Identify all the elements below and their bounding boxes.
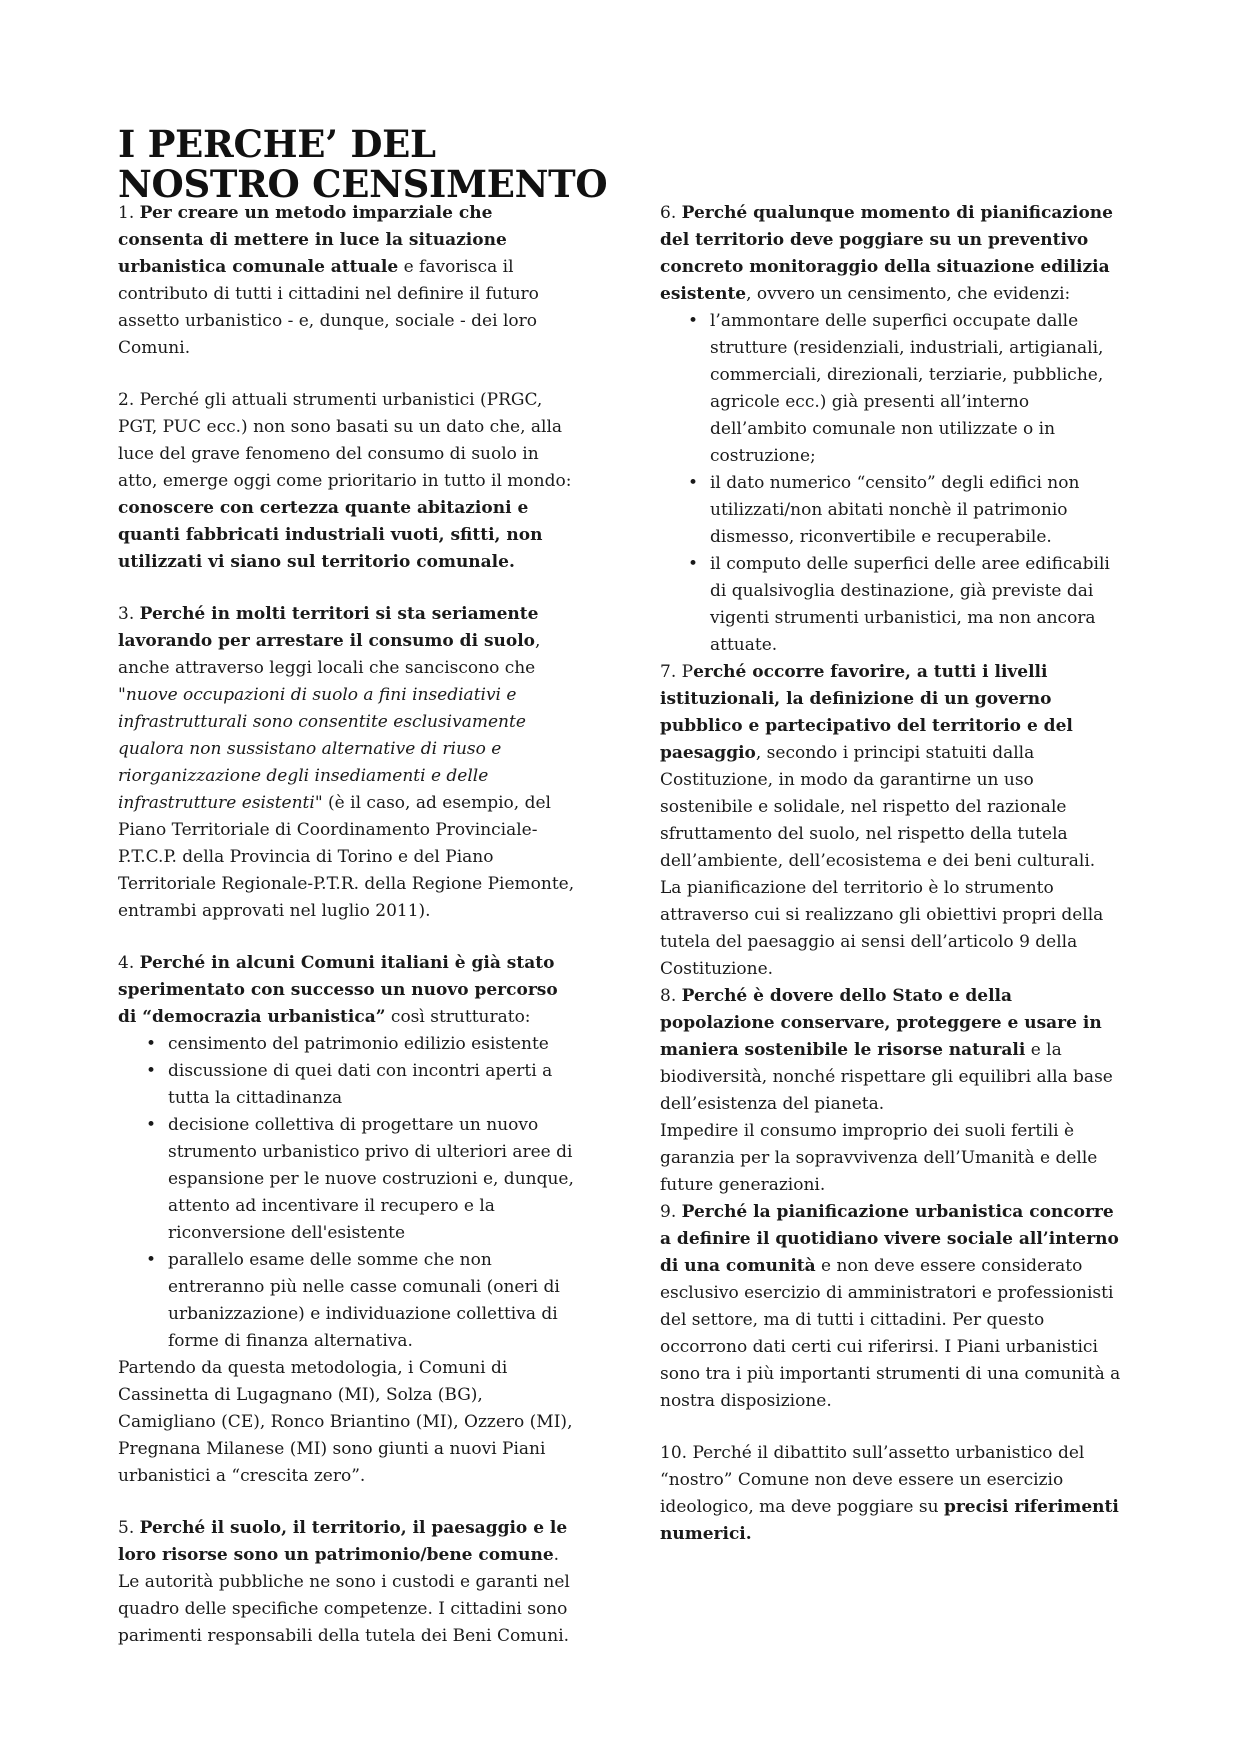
section-6-text: , ovvero un censimento, che evidenzi: xyxy=(746,284,1071,304)
section-2 xyxy=(118,387,578,576)
section-8-text: e la biodiversità, nonché rispettare gli equilibri alla base dell’esistenza del pianeta. xyxy=(660,1040,1113,1114)
section-5-bold: Perché il suolo, il territorio, il paesaggio e le loro risorse sono un patrimonio/bene comune xyxy=(118,1518,568,1565)
section-3 xyxy=(118,601,578,925)
section-4-bold: Perché in alcuni Comuni italiani è già stato sperimentato con successo un nuovo percorso di “democrazia urbanistica” xyxy=(118,953,558,1027)
section-7-number: 7. P xyxy=(660,662,694,682)
section-3-quote: nuove occupazioni di suolo a fini insediativi e infrastrutturali sono consentite esclusivamente qualora non sussistano alternative di riuso e riorganizzazione degli insediamenti e delle infrastrutture esistenti xyxy=(118,685,526,813)
section-9-number: 9. xyxy=(660,1202,682,1222)
section-3-text-end: " (è il caso, ad esempio, del Piano Territoriale di Coordinamento Provinciale-P.T.C.P. della Provincia di Torino e del Piano Territoriale Regionale-P.T.R. della Regione Piemonte, entrambi approvati nel luglio 2011). xyxy=(118,793,575,921)
section-7-after: La pianificazione del territorio è lo strumento attraverso cui si realizzano gli obiettivi propri della tutela del paesaggio ai sensi dell’articolo 9 della Costituzione. xyxy=(660,878,1104,979)
left-column xyxy=(118,200,578,1650)
section-5-text: . Le autorità pubbliche ne sono i custodi e garanti nel quadro delle specifiche competenze. I cittadini sono parimenti responsabili della tutela dei Beni Comuni. xyxy=(118,1545,570,1646)
section-4 xyxy=(118,950,578,1031)
section-1-text: e favorisca il contributo di tutti i cittadini nel definire il futuro assetto urbanistico - e, dunque, sociale - dei loro Comuni. xyxy=(118,257,539,358)
section-4-text: così strutturato: xyxy=(385,1007,531,1027)
list-item: • parallelo esame delle somme che non entreranno più nelle casse comunali (oneri di urbanizzazione) e individuazione collettiva di forme di finanza alternativa. xyxy=(146,1247,578,1355)
list-item: • il computo delle superfici delle aree edificabili di qualsivoglia destinazione, già previste dai vigenti strumenti urbanistici, ma non ancora attuate. xyxy=(688,551,1126,659)
section-6 xyxy=(660,200,1126,308)
section-5-number: 5. xyxy=(118,1518,140,1538)
page-title xyxy=(118,124,678,204)
section-10-text: 10. Perché il dibattito sull’assetto urbanistico del “nostro” Comune non deve essere un esercizio ideologico, ma deve poggiare su xyxy=(660,1443,1085,1517)
list-item: • censimento del patrimonio edilizio esistente xyxy=(146,1031,578,1058)
right-column xyxy=(660,200,1126,1548)
section-9-bold: Perché la pianificazione urbanistica concorre a definire il quotidiano vivere sociale all’interno di una comunità xyxy=(660,1202,1119,1276)
section-9 xyxy=(660,1199,1126,1415)
section-6-bold: Perché qualunque momento di pianificazione del territorio deve poggiare su un preventivo concreto monitoraggio della situazione edilizia esistente xyxy=(660,203,1113,304)
section-1 xyxy=(118,200,578,362)
section-3-number: 3. xyxy=(118,604,140,624)
section-4-list xyxy=(118,1031,578,1355)
section-4-after: Partendo da questa metodologia, i Comuni di Cassinetta di Lugagnano (MI), Solza (BG), Camigliano (CE), Ronco Briantino (MI), Ozzero (MI), Pregnana Milanese (MI) sono giunti a nuovi Piani urbanistici a “crescita zero”. xyxy=(118,1358,573,1486)
section-1-bold: Per creare un metodo imparziale che consenta di mettere in luce la situazione urbanistica comunale attuale xyxy=(118,203,507,277)
section-8 xyxy=(660,983,1126,1118)
section-5 xyxy=(118,1515,578,1650)
section-4-number: 4. xyxy=(118,953,140,973)
section-3-bold: Perché in molti territori si sta seriamente lavorando per arrestare il consumo di suolo xyxy=(118,604,539,651)
title-line-2: NOSTRO CENSIMENTO xyxy=(118,162,608,206)
section-1-number: 1. xyxy=(118,203,140,223)
section-8-number: 8. xyxy=(660,986,682,1006)
section-6-number: 6. xyxy=(660,203,682,223)
section-8-bold: Perché è dovere dello Stato e della popolazione conservare, proteggere e usare in maniera sostenibile le risorse naturali xyxy=(660,986,1102,1060)
section-8-after: Impedire il consumo improprio dei suoli fertili è garanzia per la sopravvivenza dell’Umanità e delle future generazioni. xyxy=(660,1121,1098,1195)
section-7-text: , secondo i principi statuiti dalla Costituzione, in modo da garantirne un uso sostenibile e solidale, nel rispetto del razionale sfruttamento del suolo, nel rispetto della tutela dell’ambiente, dell’ecosistema e dei beni culturali. xyxy=(660,743,1096,871)
section-6-list xyxy=(660,308,1126,659)
section-10 xyxy=(660,1440,1126,1548)
list-item: • discussione di quei dati con incontri aperti a tutta la cittadinanza xyxy=(146,1058,578,1112)
section-7 xyxy=(660,659,1126,875)
section-7-bold: erché occorre favorire, a tutti i livelli istituzionali, la definizione di un governo pubblico e partecipativo del territorio e del paesaggio xyxy=(660,662,1073,763)
section-2-bold: conoscere con certezza quante abitazioni e quanti fabbricati industriali vuoti, sfitti, non utilizzati vi siano sul territorio comunale. xyxy=(118,498,543,572)
title-line-1: I PERCHE’ DEL xyxy=(118,122,436,166)
list-item: • l’ammontare delle superfici occupate dalle strutture (residenziali, industriali, artigianali, commerciali, direzionali, terziarie, pubbliche, agricole ecc.) già presenti all’interno dell’ambito comunale non utilizzate o in costruzione; xyxy=(688,308,1126,470)
list-item: • decisione collettiva di progettare un nuovo strumento urbanistico privo di ulteriori aree di espansione per le nuove costruzioni e, dunque, attento ad incentivare il recupero e la riconversione dell'esistente xyxy=(146,1112,578,1247)
section-10-bold: precisi riferimenti numerici. xyxy=(660,1497,1119,1544)
section-2-text: 2. Perché gli attuali strumenti urbanistici (PRGC, PGT, PUC ecc.) non sono basati su un dato che, alla luce del grave fenomeno del consumo di suolo in atto, emerge oggi come prioritario in tutto il mondo: xyxy=(118,390,572,491)
section-3-text: , anche attraverso leggi locali che sanciscono che " xyxy=(118,631,541,705)
section-9-text: e non deve essere considerato esclusivo esercizio di amministratori e professionisti del settore, ma di tutti i cittadini. Per questo occorrono dati certi cui riferirsi. I Piani urbanistici sono tra i più importanti strumenti di una comunità a nostra disposizione. xyxy=(660,1256,1121,1411)
list-item: • il dato numerico “censito” degli edifici non utilizzati/non abitati nonchè il patrimonio dismesso, riconvertibile e recuperabile. xyxy=(688,470,1126,551)
